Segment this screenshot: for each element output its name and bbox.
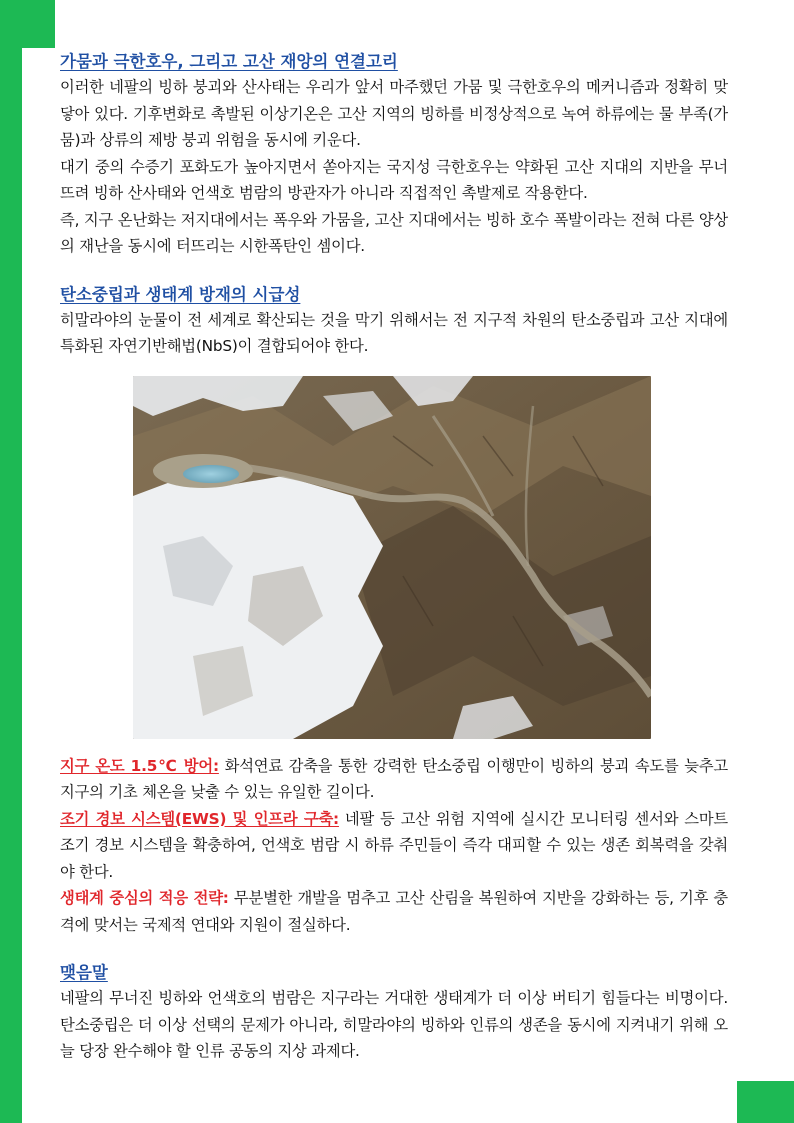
list-label: 조기 경보 시스템(EWS) 및 인프라 구축: <box>60 809 339 828</box>
list-label: 지구 온도 1.5℃ 방어: <box>60 756 219 775</box>
paragraph: 히말라야의 눈물이 전 세계로 확산되는 것을 막기 위해서는 전 지구적 차원의 탄소중립과 고산 지대에 특화된 자연기반해법(NbS)이 결합되어야 한다. <box>60 310 728 355</box>
satellite-image <box>133 376 651 739</box>
paragraph: 이러한 네팔의 빙하 붕괴와 산사태는 우리가 앞서 마주했던 가뭄 및 극한호우의 메커니즘과 정확히 맞닿아 있다. 기후변화로 촉발된 이상기온은 고산 지역의 빙하를 비정상적으로 녹여 하류에는 물 부족(가뭄)과 상류의 제방 붕괴 위험을 동시에 키운다. <box>60 78 728 149</box>
top-accent-tab <box>0 0 55 48</box>
paragraph: 네팔의 무너진 빙하와 언색호의 범람은 지구라는 거대한 생태계가 더 이상 버티기 힘들다는 비명이다. 탄소중립은 더 이상 선택의 문제가 아니라, 히말라야의 빙하와 인류의 생존을 동시에 지켜내기 위해 오늘 당장 완수해야 할 인류 공동의 지상 과제다. <box>60 989 728 1060</box>
bottom-accent-tab <box>737 1081 794 1123</box>
paragraph: 즉, 지구 온난화는 저지대에서는 폭우와 가뭄을, 고산 지대에서는 빙하 호수 폭발이라는 전혀 다른 양상의 재난을 동시에 터뜨리는 시한폭탄인 셈이다. <box>60 210 728 255</box>
satellite-image-icon <box>133 376 651 739</box>
section-heading-conclusion: 맺음말 <box>60 963 108 982</box>
list-text: 네팔 등 고산 위험 지역에 실시간 모니터링 센서와 스마트 조기 경보 시스템을 확충하여, 언색호 범람 시 하류 주민들이 즉각 대피할 수 있는 생존 회복력을 갖춰야 한다. <box>60 809 728 881</box>
section-heading-drought-extreme-rain: 가뭄과 극한호우, 그리고 고산 재앙의 연결고리 <box>60 52 398 71</box>
list-item-ecosystem-adaptation <box>60 885 728 938</box>
list-item-early-warning <box>60 806 728 886</box>
section-heading-carbon-neutral: 탄소중립과 생태계 방재의 시급성 <box>60 284 301 304</box>
list-text: 화석연료 감축을 통한 강력한 탄소중립 이행만이 빙하의 붕괴 속도를 늦추고 지구의 기초 체온을 낮출 수 있는 유일한 길이다. <box>60 756 729 801</box>
list-text: 무분별한 개발을 멈추고 고산 산림을 복원하여 지반을 강화하는 등, 기후 충격에 맞서는 국제적 연대와 지원이 절실하다. <box>60 889 729 934</box>
list-item-temperature-defense <box>60 753 728 806</box>
document-body <box>60 50 728 1065</box>
list-label: 생태계 중심의 적응 전략: <box>60 889 229 907</box>
paragraph: 대기 중의 수증기 포화도가 높아지면서 쏟아지는 국지성 극한호우는 약화된 고산 지대의 지반을 무너뜨려 빙하 산사태와 언색호 범람의 방관자가 아니라 직접적인 촉발제로 작용한다. <box>60 157 728 202</box>
left-accent-bar <box>0 0 22 1123</box>
